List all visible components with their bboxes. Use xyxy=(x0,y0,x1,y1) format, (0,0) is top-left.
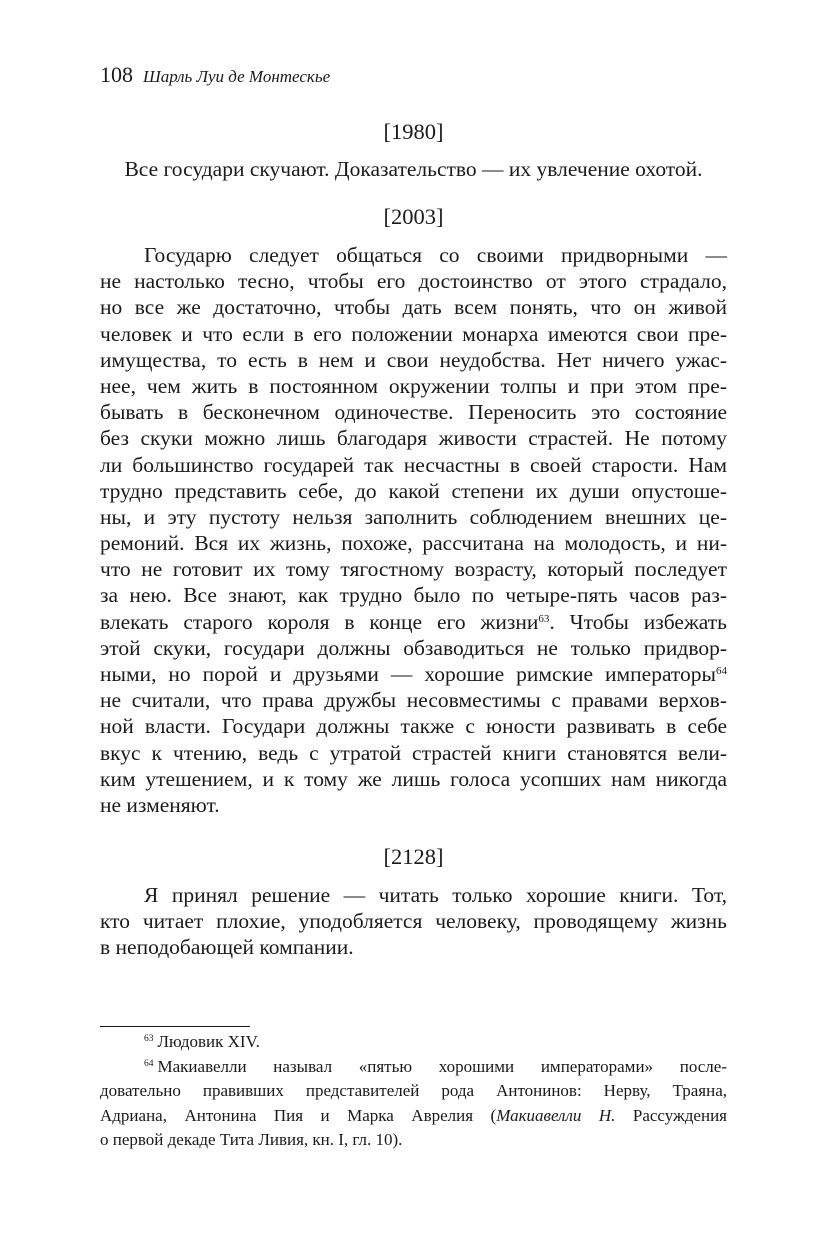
text-line: ны, и эту пустоту нельзя заполнить соблюдением внешних це- xyxy=(100,504,727,529)
text-fragment: влекать старого короля в конце его жизни xyxy=(100,609,539,634)
text-line: ремоний. Вся их жизнь, похоже, рассчитана на молодость, и ни- xyxy=(100,531,727,556)
footnote-64 xyxy=(100,1055,727,1080)
footnote-63 xyxy=(100,1030,727,1055)
footnote-ref[interactable]: 64 xyxy=(716,665,727,677)
text-line: в неподобающей компании. xyxy=(100,935,354,960)
text-line: вкус к чтению, ведь с утратой страстей книги становятся вели- xyxy=(100,740,727,765)
text-line: за нею. Все знают, как трудно было по четыре-пять часов раз- xyxy=(100,583,727,608)
text-fragment: ными, но порой и друзьями — хорошие римские императоры xyxy=(100,662,716,686)
text-line: имущества, то есть в нем и свои неудобства. Нет ничего ужас- xyxy=(100,347,727,372)
text-line: ной власти. Государи должны также с юности развивать в себе xyxy=(100,714,727,739)
section-number: [2128] xyxy=(383,844,444,869)
text-line: Я принял решение — читать только хорошие книги. Тот, xyxy=(144,883,727,907)
text-line: Государю следует общаться со своими придворными — xyxy=(144,243,727,267)
footnote-text-line xyxy=(100,1104,727,1129)
text-fragment: Адриана, Антонина Пия и Марка Аврелия ( xyxy=(100,1105,497,1125)
footnote-divider xyxy=(100,1026,250,1027)
page-header xyxy=(100,62,730,92)
section-number: [2003] xyxy=(383,204,444,229)
footnote-text: Макиавелли называл «пятью хорошими императорами» после- xyxy=(157,1056,727,1076)
text-line: кто читает плохие, уподобляется человеку, проводящему жизнь xyxy=(100,909,727,934)
running-head: Шарль Луи де Монтескье xyxy=(143,67,331,86)
section-number: [1980] xyxy=(383,119,444,144)
text-fragment: . Чтобы избежать xyxy=(549,609,727,634)
text-line xyxy=(100,609,727,635)
text-fragment: Рассуждения xyxy=(615,1105,727,1125)
footnote-text: Людовик XIV. xyxy=(157,1032,260,1051)
footnote-ref[interactable]: 63 xyxy=(538,612,550,625)
text-line: нее, чем жить в постоянном окружении толпы и при этом пре- xyxy=(100,373,727,398)
section-paragraph xyxy=(100,242,727,818)
text-line: не настолько тесно, чтобы его достоинство от этого страдало, xyxy=(100,269,727,294)
text-line: ли большинство государей так несчастны в своей старости. Нам xyxy=(100,452,727,477)
text-line: Все государи скучают. Доказательство — их увлечение охотой. xyxy=(124,157,703,181)
author-name-italic: Макиавелли Н. xyxy=(496,1105,616,1125)
footnote-marker: 63 xyxy=(144,1034,154,1044)
text-line xyxy=(100,661,727,687)
text-line: не изменяют. xyxy=(100,792,220,817)
footnote-marker: 64 xyxy=(144,1058,154,1069)
text-line: без скуки можно лишь благодаря живости страстей. Не потому xyxy=(100,426,727,451)
text-line: не считали, что права дружбы несовместимы с правами верхов- xyxy=(100,688,727,713)
page-number: 108 xyxy=(100,62,133,87)
footnote-text-line: довательно правивших представителей рода Антонинов: Нерву, Траяна, xyxy=(100,1081,727,1100)
footnote-text-line: о первой декаде Тита Ливия, кн. I, гл. 10). xyxy=(100,1130,403,1149)
text-line: бывать в бесконечном одиночестве. Переносить это состояние xyxy=(100,400,727,425)
section-paragraph xyxy=(100,156,727,182)
text-line: этой скуки, государи должны обзаводиться не только придвор- xyxy=(100,635,727,660)
section-paragraph xyxy=(100,882,727,961)
text-line: человек и что если в его положении монарха имеются свои пре- xyxy=(100,321,727,346)
footnotes xyxy=(100,1030,727,1153)
text-line: ким утешением, и к тому же лишь голоса усопших нам никогда xyxy=(100,766,727,791)
text-line: но все же достаточно, чтобы дать всем понять, что он живой xyxy=(100,295,727,320)
text-line: что не готовит их тому тягостному возрасту, который последует xyxy=(100,557,727,582)
text-line: трудно представить себе, до какой степени их души опустоше- xyxy=(100,478,727,503)
